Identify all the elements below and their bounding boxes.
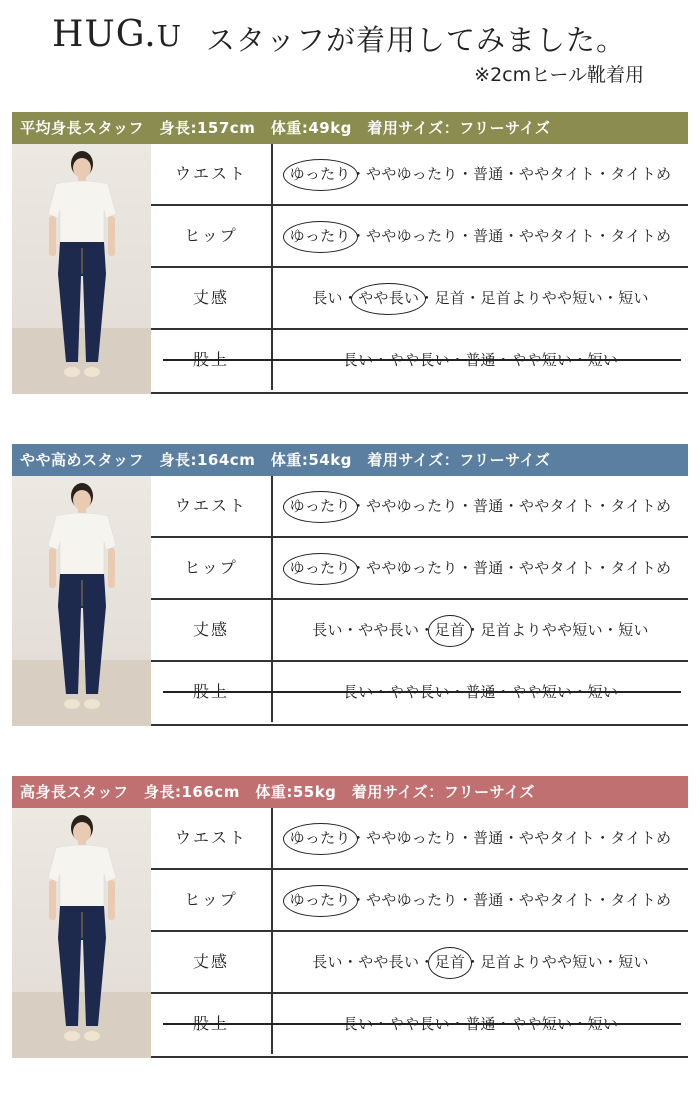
- fit-option: ・普通: [449, 1015, 496, 1033]
- fit-row: [151, 600, 688, 662]
- fit-table: [151, 808, 688, 1058]
- selected-option: ゆったり: [290, 808, 351, 868]
- fit-option: ・やや長い: [373, 351, 450, 369]
- staff-figure-illustration: [12, 144, 151, 394]
- fit-option: ・ややタイト: [503, 829, 596, 847]
- fit-row-label: 股上: [151, 994, 273, 1054]
- fit-row: [151, 808, 688, 870]
- staff-figure-illustration: [12, 808, 151, 1058]
- fit-row-options: [273, 538, 688, 598]
- fit-row-options: [273, 330, 688, 390]
- fit-option: ・普通: [449, 351, 496, 369]
- fit-option: ・短い: [602, 289, 649, 307]
- fit-row-options: [273, 870, 688, 930]
- fit-row: [151, 662, 688, 724]
- selected-option: ゆったり: [290, 870, 351, 930]
- fit-option: ・ややタイト: [503, 891, 596, 909]
- staff-section-average: [12, 112, 688, 394]
- fit-option: ・普通: [457, 559, 504, 577]
- fit-option: ・タイトめ: [595, 165, 672, 183]
- fit-option: ・短い: [602, 953, 649, 971]
- fit-row-label: 股上: [151, 330, 273, 390]
- section-title-bar: やや高めスタッフ 身長:164cm 体重:54kg 着用サイズ：フリーサイズ: [12, 444, 688, 476]
- staff-section-tallest: [12, 776, 688, 1058]
- fit-option: ・普通: [457, 497, 504, 515]
- fit-row: [151, 330, 688, 392]
- fit-row: [151, 870, 688, 932]
- page-header: [0, 0, 700, 100]
- fit-option: ・やや短い: [495, 351, 573, 369]
- fit-row: [151, 932, 688, 994]
- fit-option: ・ややゆったり: [350, 891, 458, 909]
- fit-row-options: [273, 662, 688, 722]
- fit-option: ・ややタイト: [503, 497, 596, 515]
- fit-row-options: [273, 808, 688, 868]
- section-title-bar: 平均身長スタッフ 身長:157cm 体重:49kg 着用サイズ：フリーサイズ: [12, 112, 688, 144]
- fit-option: 長い・: [312, 289, 359, 307]
- heel-note: ※2cmヒール靴着用: [474, 64, 644, 86]
- fit-row-label: 丈感: [151, 268, 273, 328]
- fit-option: ・やや短い: [495, 683, 573, 701]
- fit-option: ・足首: [419, 289, 466, 307]
- staff-figure-illustration: [12, 476, 151, 726]
- fit-option: ・タイトめ: [595, 497, 672, 515]
- fit-row-label: 丈感: [151, 600, 273, 660]
- fit-row: [151, 538, 688, 600]
- fit-option: ・ややゆったり: [350, 227, 458, 245]
- selected-option: 足首: [435, 600, 466, 660]
- fit-row: [151, 206, 688, 268]
- fit-option: 長い: [342, 1015, 374, 1033]
- fit-row-options: [273, 600, 688, 660]
- fit-row-label: 丈感: [151, 932, 273, 992]
- fit-row-options: [273, 206, 688, 266]
- fit-option: ・ややゆったり: [350, 829, 458, 847]
- fit-row: [151, 268, 688, 330]
- selected-option: 足首: [435, 932, 466, 992]
- fit-option: 長い・: [312, 953, 359, 971]
- fit-option: やや長い・: [358, 953, 435, 971]
- fit-option: 長い・: [312, 621, 359, 639]
- fit-option: ・短い: [572, 351, 619, 369]
- page-title: スタッフが着用してみました。: [206, 23, 627, 57]
- fit-table: [151, 144, 688, 394]
- fit-option: ・やや短い: [495, 1015, 573, 1033]
- section-title-bar: 高身長スタッフ 身長:166cm 体重:55kg 着用サイズ：フリーサイズ: [12, 776, 688, 808]
- fit-option: ・タイトめ: [595, 829, 672, 847]
- fit-option: ・やや長い: [373, 683, 450, 701]
- fit-option: ・足首よりやや短い: [465, 289, 603, 307]
- selected-option: やや長い: [358, 268, 419, 328]
- fit-option: ・短い: [572, 683, 619, 701]
- fit-row-label: ウエスト: [151, 144, 273, 204]
- staff-section-tall: [12, 444, 688, 726]
- fit-option: ・ややタイト: [503, 227, 596, 245]
- fit-row-options: [273, 144, 688, 204]
- fit-row-label: ウエスト: [151, 476, 273, 536]
- fit-row-options: [273, 476, 688, 536]
- staff-photo: [12, 476, 151, 726]
- fit-row: [151, 994, 688, 1056]
- fit-option: ・ややタイト: [503, 165, 596, 183]
- staff-photo: [12, 808, 151, 1058]
- fit-row-options: [273, 994, 688, 1054]
- fit-option: ・ややゆったり: [350, 165, 458, 183]
- fit-row-options: [273, 268, 688, 328]
- fit-option: ・やや長い: [373, 1015, 450, 1033]
- selected-option: ゆったり: [290, 144, 351, 204]
- fit-row-options: [273, 932, 688, 992]
- staff-photo: [12, 144, 151, 394]
- fit-table: [151, 476, 688, 726]
- fit-option: ・短い: [602, 621, 649, 639]
- selected-option: ゆったり: [290, 538, 351, 598]
- fit-option: ・足首よりやや短い: [465, 953, 603, 971]
- fit-option: ・普通: [449, 683, 496, 701]
- brand-logo: HUG.U: [52, 14, 183, 55]
- fit-option: ・普通: [457, 829, 504, 847]
- fit-option: ・タイトめ: [595, 559, 672, 577]
- fit-row: [151, 144, 688, 206]
- fit-row-label: ヒップ: [151, 870, 273, 930]
- fit-option: ・タイトめ: [595, 227, 672, 245]
- fit-option: ・ややタイト: [503, 559, 596, 577]
- fit-row: [151, 476, 688, 538]
- fit-option: 長い: [342, 351, 374, 369]
- fit-row-label: 股上: [151, 662, 273, 722]
- fit-option: ・タイトめ: [595, 891, 672, 909]
- selected-option: ゆったり: [290, 206, 351, 266]
- selected-option: ゆったり: [290, 476, 351, 536]
- fit-option: ・足首よりやや短い: [465, 621, 603, 639]
- fit-option: やや長い・: [358, 621, 435, 639]
- fit-option: ・普通: [457, 165, 504, 183]
- fit-option: ・普通: [457, 227, 504, 245]
- fit-option: ・短い: [572, 1015, 619, 1033]
- fit-row-label: ヒップ: [151, 206, 273, 266]
- fit-row-label: ヒップ: [151, 538, 273, 598]
- fit-option: ・ややゆったり: [350, 559, 458, 577]
- fit-option: ・ややゆったり: [350, 497, 458, 515]
- fit-option: 長い: [342, 683, 374, 701]
- fit-row-label: ウエスト: [151, 808, 273, 868]
- fit-option: ・普通: [457, 891, 504, 909]
